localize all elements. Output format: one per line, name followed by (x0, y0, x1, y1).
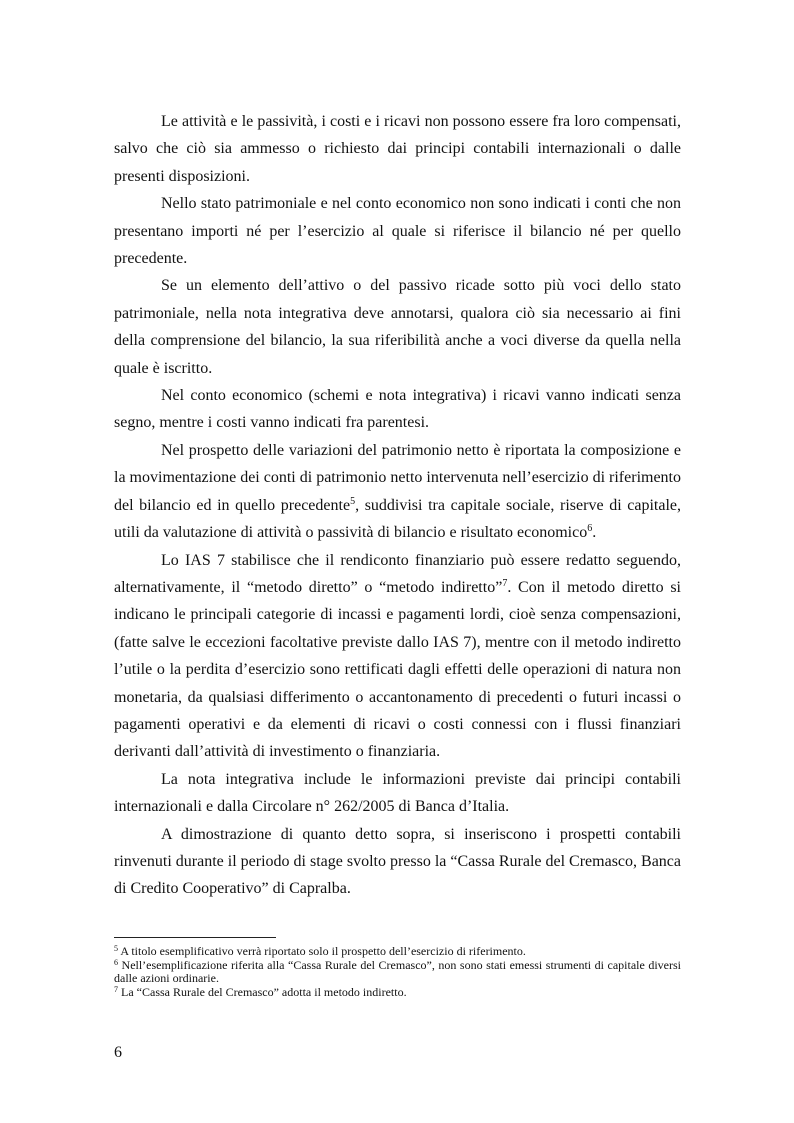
page-number: 6 (114, 1044, 122, 1061)
footnote-6 (114, 959, 681, 986)
footnote-7 (114, 986, 681, 1000)
paragraph-statements-intro: A dimostrazione di quanto detto sopra, si inseriscono i prospetti contabili rinvenuti durante il periodo di stage svolto presso la “Cassa Rurale del Cremasco, Banca di Credito Cooperativo” di Capralba. (114, 825, 681, 898)
footnote-5 (114, 945, 681, 959)
footnote-number: 5 (114, 944, 118, 953)
footnote-text: A titolo esemplificativo verrà riportato solo il prospetto dell’esercizio di riferimento. (118, 944, 526, 958)
footnote-text: La “Cassa Rurale del Cremasco” adotta il metodo indiretto. (118, 984, 407, 999)
footnote-number: 7 (114, 984, 118, 994)
paragraph-multiple-items: Se un elemento dell’attivo o del passivo ricade sotto più voci dello stato patrimoniale, nella nota integrativa deve annotarsi, qualora ciò sia necessario ai fini della comprensione del bilancio, la sua riferibilità anche a voci diverse da quella nella quale è iscritto. (114, 277, 681, 377)
equity-text-2: , suddivisi tra capitale sociale, riserve di capitale, utili da valutazione di attività o passività di bilancio e risultato economico (114, 496, 682, 542)
footnote-ref-5: 5 (350, 495, 356, 507)
footnote-number: 6 (114, 957, 118, 967)
equity-text-1: Nel prospetto delle variazioni del patrimonio netto è riportata la composizione e la movimentazione dei conti di patrimonio netto intervenuta nell’esercizio di riferimento del bilancio ed in quello precedente (114, 441, 681, 514)
equity-text-3: . (592, 524, 597, 542)
footnote-separator (114, 937, 276, 938)
body-text (114, 108, 681, 903)
footnote-ref-7: 7 (502, 577, 508, 589)
paragraph-equity-changes (114, 437, 681, 547)
paragraph-notes: La nota integrativa include le informazioni previste dai principi contabili internazionali e dalla Circolare n° 262/2005 di Banca d’Italia. (114, 770, 681, 816)
paragraph-cash-flow (114, 547, 681, 766)
paragraph-income-statement: Nel conto economico (schemi e nota integrativa) i ricavi vanno indicati senza segno, mentre i costi vanno indicati fra parentesi. (114, 387, 681, 432)
footnotes (114, 945, 681, 999)
cash-flow-text-1: Lo IAS 7 stabilisce che il rendiconto finanziario può essere redatto seguendo, alternativamente, il “metodo diretto” o “metodo indiretto” (114, 551, 681, 596)
paragraph-zero-accounts: Nello stato patrimoniale e nel conto economico non sono indicati i conti che non presentano importi né per l’esercizio al quale si riferisce il bilancio né per quello precedente. (114, 195, 681, 268)
footnote-ref-6: 6 (587, 523, 593, 535)
cash-flow-text-2: . Con il metodo diretto si indicano le principali categorie di incassi e pagamenti lordi, cioè senza compensazioni, (fatte salve le eccezioni facoltative previste dallo IAS 7), mentre con il metodo indiretto l’utile o la perdita d’esercizio sono rettificati dagli effetti delle operazioni di natura non monetaria, da qualsiasi differimento o accantonamento di precedenti o futuri incassi o pagamenti operativi e da elementi di ricavi o costi connessi con i flussi finanziari derivanti dall’attività di investimento o finanziaria. (114, 578, 681, 761)
paragraph-compensation: Le attività e le passività, i costi e i ricavi non possono essere fra loro compensati, salvo che ciò sia ammesso o richiesto dai principi contabili internazionali o dalle presenti disposizioni. (114, 113, 681, 185)
footnote-text: Nell’esemplificazione riferita alla “Cassa Rurale del Cremasco”, non sono stati emessi strumenti di capitale diversi dalle azioni ordinarie. (114, 957, 681, 985)
